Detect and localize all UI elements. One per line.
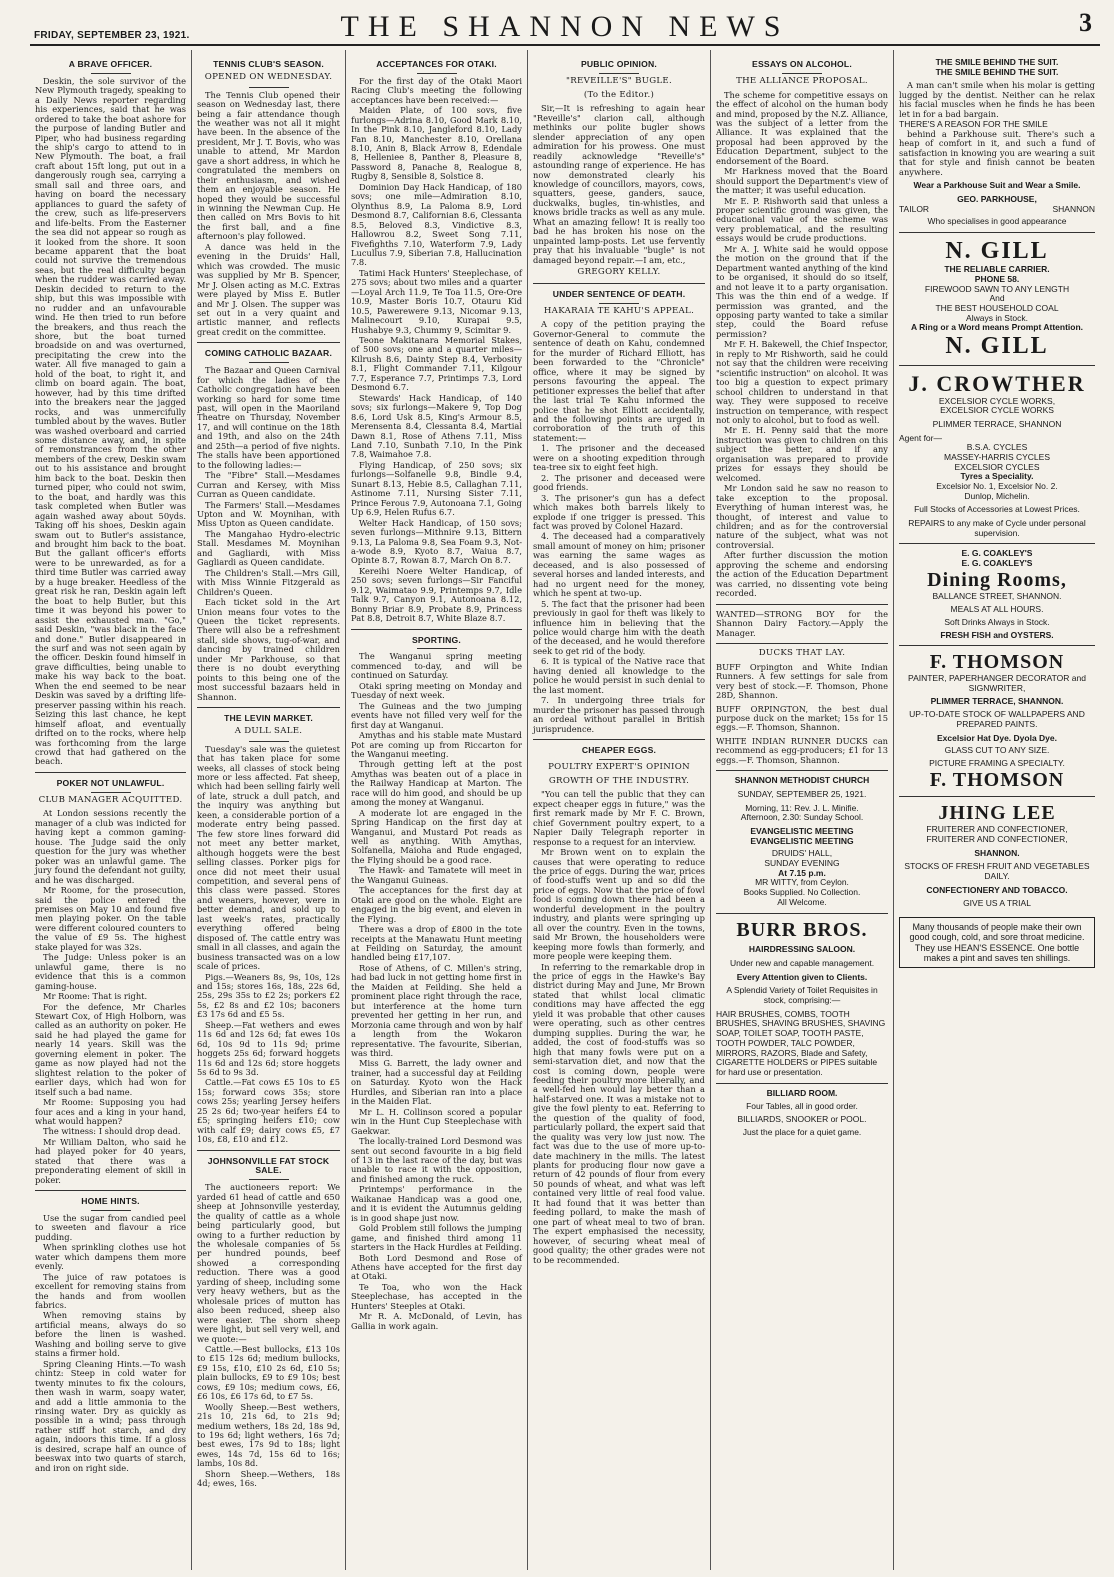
article-paragraph: The Wanganui spring meeting commenced to-day, and will be continued on Saturday.	[351, 651, 522, 681]
ad-slogan: Wear a Parkhouse Suit and Wear a Smile.	[913, 180, 1081, 191]
article-paragraph: The scheme for competitive essays on the effect of alcohol on the human body and mind, proposed by the N.Z. Alliance, was the subject of a letter from the Alliance. It was explained that the proposal had been approved by the Education Department, subject to the endorsement of the Board.	[716, 89, 888, 166]
article-paragraph: Gold Problem still follows the jumping game, and finished third among 11 starters in the Hack Hurdles at Feilding.	[351, 1223, 522, 1253]
column-6	[894, 50, 1100, 1570]
article-paragraph: Amythas and his stable mate Mustard Pot are coming up from Riccarton for the Wanganui meeting.	[351, 730, 522, 759]
article-heading: CHEAPER EGGS.	[581, 744, 657, 755]
divider	[417, 73, 457, 74]
advertiser-name: F. THOMSON	[929, 651, 1065, 674]
ad-text: Just the place for a quiet game.	[742, 1126, 862, 1137]
thomson-ad	[899, 651, 1095, 791]
advertiser-name: E. G. COAKLEY'S	[961, 558, 1033, 569]
article-paragraph: For the defence, Mr Charles Stewart Cox, of High Holborn, was called as an authority on poker. He said he had played the game for nearly 14 years. Skill was the governing element in poker. The game as now played had not the slightest relation to the poker of earlier days, which had won for itself such a bad name.	[35, 1001, 186, 1097]
advertiser-name: E. G. COAKLEY'S	[961, 548, 1033, 559]
divider	[716, 1083, 888, 1084]
article-heading: A BRAVE OFFICER.	[68, 59, 153, 69]
article-paragraph: Sheep.—Fat wethers and ewes 11s 6d and 12s 6d; fat ewes 10s 6d, 10s 9d to 11s 9d; prime hoggets 25s 6d; forward hoggets 11s 6d and 12s 6d; store hoggets 5s 6d to 9s 3d.	[197, 1019, 340, 1078]
ad-text: Every Attention given to Clients.	[736, 971, 868, 982]
article-paragraph: 7. In undergoing three trials for murder the prisoner has passed through an ordeal without parallel in British jurisprudence.	[533, 695, 705, 734]
service-morning: Morning, 11: Rev. J. L. Minifie.	[745, 802, 859, 813]
masthead	[30, 8, 1100, 46]
ad-text: A Ring or a Word means Prompt Attention.	[910, 322, 1084, 333]
article-paragraph: Rose of Athens, of C. Millen's string, had bad luck in not getting home first in the Maiden at Feilding. She held a prominent place right through the race, but interference at the home turn prevented her getting in her run, and Morzonia came through and won by half a length from the Wokaron representative. The favourite, Siberian, was third.	[351, 962, 522, 1058]
ad-text: PLIMMER TERRACE, SHANNON	[932, 418, 1062, 429]
article-subheading: OPENED ON WEDNESDAY.	[204, 71, 333, 82]
article-paragraph: The acceptances for the first day at Otaki are good on the whole. Eight are engaged in the big event, and eleven in the Flying.	[351, 885, 522, 924]
service-afternoon: Afternoon, 2.30: Sunday School.	[740, 812, 864, 823]
meeting-venue: DRUIDS' HALL,	[771, 848, 833, 859]
article-paragraph: 5. The fact that the prisoner had been previously in gaol for theft was likely to influence him in believing that the police would charge him with the death of the deceased, and he would therefore seek to get rid of the body.	[533, 598, 705, 656]
ad-text: FIREWOOD SAWN TO ANY LENGTH	[924, 283, 1070, 294]
divider	[351, 629, 522, 630]
ad-text: FRUITERER AND CONFECTIONER,	[926, 833, 1068, 844]
advertiser-name: GEO. PARKHOUSE,	[957, 193, 1037, 204]
article-paragraph: Use the sugar from candied peel to sweeten and flavour a rice pudding.	[35, 1212, 186, 1242]
article-subheading: HAKARAIA TE KAHU'S APPEAL.	[543, 305, 695, 316]
divider	[197, 707, 340, 708]
service-date: SUNDAY, SEPTEMBER 25, 1921.	[737, 788, 867, 799]
article-paragraph: The witness: I should drop dead.	[43, 1126, 181, 1137]
divider	[197, 342, 340, 343]
article-paragraph: Miss G. Barrett, the lady owner and trainer, had a successful day at Feilding on Saturday. Kyoto won the Hack Hurdles, and Siberian ran into a place in the Maiden Flat.	[351, 1058, 522, 1107]
ad-text: PHONE 58.	[974, 273, 1020, 284]
article-paragraph: 1. The prisoner and the deceased were on a shooting expedition through tea-tree six to eight feet high.	[533, 443, 705, 473]
ad-heading: Dining Rooms,	[927, 568, 1067, 591]
article-paragraph: "You can tell the public that they can expect cheaper eggs in future," was the first remark made by Mr F. C. Brown, chief Government poultry expert, to a Napier Daily Telegraph reporter in response to a request for an interview.	[533, 789, 705, 847]
ad-text: Excelsior No. 1, Excelsior No. 2.	[936, 481, 1058, 491]
ad-line	[899, 205, 1095, 215]
article-paragraph: 6. It is typical of the Native race that having denied all knowledge to the police he would persist in such denial to the last moment.	[533, 656, 705, 695]
article-paragraph: Each ticket sold in the Art Union means four votes to the Queen the ticket represents. There will also be a refreshment stall, side shows, tug-of-war, and dancing by trained children under Mr Parkhouse, so that there is no doubt everything points to this being one of the most successful bazaars held in Shannon.	[197, 597, 340, 702]
divider	[533, 283, 705, 284]
ad-text: Always in Stock.	[966, 312, 1028, 323]
ad-text: Full Stocks of Accessories at Lowest Prices.	[914, 504, 1080, 515]
meeting-day: SUNDAY EVENING	[764, 858, 840, 869]
burr-bros-ad	[716, 919, 888, 1078]
ad-heading: BILLIARD ROOM.	[766, 1087, 838, 1098]
article-heading: HOME HINTS.	[81, 1196, 140, 1207]
divider	[249, 741, 289, 742]
ad-text: FRESH FISH and OYSTERS.	[940, 629, 1054, 640]
ad-text: Tyres a Speciality.	[960, 471, 1034, 482]
ad-text: FRUITERER AND CONFECTIONER,	[926, 824, 1068, 835]
newspaper-title: THE SHANNON NEWS	[340, 10, 790, 43]
coakley-ad	[899, 549, 1095, 640]
article-paragraph: Stewards' Hack Handicap, of 140 sovs; six furlongs—Makere 9, Top Dog 8.6, Lord Usk 8.5, King's Armour 8.5, Merensenta 8.4, Clessanta 8.4, Martial Dawn 8.1, Rose of Athens 7.11, Miss Land 7.10, Sunbath 7.10, In the Pink 7.8, Waimahoe 7.8.	[351, 392, 522, 460]
advertiser-name: N. GILL	[945, 333, 1049, 360]
article-paragraph: Kereihi Noere Welter Handicap, of 250 sovs; seven furlongs—Sir Fanciful 9.12, Waimatao 9.9, Printemps 9.7, Idle Talk 9.7, Canyon 9.1, Autonoana 8.12, Bonny Briar 8.9, Probate 8.9, Princess Pat 8.8, Detroit 8.7, White Blaze 8.7.	[351, 565, 522, 624]
article-paragraph: There was a drop of £800 in the tote receipts at the Manawatu Hunt meeting at Feilding on Saturday, the amount handled being £17,107.	[351, 924, 522, 963]
divider	[899, 365, 1095, 366]
article-paragraph: 4. The deceased had a comparatively small amount of money on him; prisoner was earning the same wages as deceased, and is also possessed of several horses and landed interests, and had no urgent need for the money, which he spent at two-up.	[533, 531, 705, 599]
divider	[899, 796, 1095, 797]
article-paragraph: At London sessions recently the manager of a club was indicted for having kept a common gaming-house. The Judge said the only question for the jury was whether poker was an unlawful game. The jury found the defendant not guilty, and he was discharged.	[35, 808, 186, 885]
divider	[91, 73, 131, 74]
article-paragraph: The Mangahao Hydro-electric Stall. Mesdames M. Moynihan and Gagliardi, with Miss Gagliardi as Queen candidate.	[197, 528, 340, 568]
ad-text: CONFECTIONERY AND TOBACCO.	[926, 884, 1068, 895]
article-paragraph: For the first day of the Otaki Maori Racing Club's meeting the following acceptances have been received:—	[351, 75, 522, 105]
article-paragraph: Maiden Plate, of 100 sovs, five furlongs—Adrina 8.10, Good Mark 8.10, In the Pink 8.10, Jangleford 8.10, Lady Fan 8.10, Manchester 8.10, Orellana 8.10, Anin 8, Black Arrow 8, Edendale 8, Helleniee 8, Panther 8, Pleasure 8, Password 8, Panache 8, Realogue 8, Rugby 8, Sensible 8, Solstice 8.	[351, 105, 522, 182]
article-paragraph: A copy of the petition praying the Governor-General to commute the sentence of death on Kahu, condemned for the murder of Richard Elliott, has been forwarded to the "Chronicle" office, where it may be signed by persons favouring the appeal. The petitioner expresses the belief that after the last trial Te Kahu informed the police that he shot Elliott accidentally, and the following points are urged in corroboration of the truth of this statement:—	[533, 319, 705, 443]
classified-ad: BUFF ORPINGTON, the best dual purpose duck on the market; 15s for 15 eggs.—F. Thomson, Shannon.	[716, 703, 888, 733]
ad-text: GIVE US A TRIAL	[963, 898, 1031, 909]
divider	[533, 739, 705, 740]
ad-heading: THE SMILE BEHIND THE SUIT.	[935, 57, 1059, 67]
evangelistic-meeting: EVANGELISTIC MEETING	[750, 835, 854, 846]
article-paragraph: Mr Brown went on to explain the causes that were operating to reduce the price of eggs. During the war, prices of food-stuffs went up and so did the price of eggs. Now that the price of fowl food is coming down there had been a wonderful development in the poultry industry, and plants were springing up all over the country. Even in the towns, said Mr Brown, the householders were keeping more fowls than formerly, and more people were keeping them.	[533, 847, 705, 962]
column-3	[346, 50, 528, 1570]
article-paragraph: Mr L. H. Collinson scored a popular win in the Hunt Cup Steeplechase with Gaekwar.	[351, 1106, 522, 1136]
article-paragraph: Printemps' performance in the Waikanae Handicap was a good one, and it is evident the Autumnus gelding is in good shape just now.	[351, 1184, 522, 1223]
article-heading: JOHNSONVILLE FAT STOCK SALE.	[207, 1155, 330, 1176]
divider	[35, 1190, 186, 1191]
ad-text: STOCKS OF FRESH FRUIT AND VEGETABLES DAILY.	[904, 861, 1090, 881]
article-paragraph: The auctioneers report: We yarded 61 head of cattle and 650 sheep at Johnsonville yesterday, the quality of cattle as a whole being particularly good, but owing to a further reduction by the wholesale companies of 5s per hundred pounds, beef showed a corresponding reduction. There was a good yarding of sheep, including some very heavy wethers, but as the wholesale prices of mutton has also been reduced, sheep also were easier. The shorn sheep were light, but sell very well, and we quote:—	[197, 1182, 340, 1344]
gill-ad	[899, 238, 1095, 361]
meeting-welcome: All Welcome.	[777, 896, 827, 907]
ad-text: Excelsior Hat Dye. Dyola Dye.	[936, 732, 1057, 743]
ad-items: HAIR BRUSHES, COMBS, TOOTH BRUSHES, SHAVING BRUSHES, SHAVING SOAP, TOILET SOAP, TOOTH PASTE, TOOTH POWDER, TALC POWDER, MIRRORS, RAZORS, Blade and Safety, CIGARETTE HOLDERS or PIPES suitable for hard use or presentation.	[716, 1008, 886, 1077]
article-paragraph: The Hawk- and Tamatete will meet in the Wanganui Guineas.	[351, 865, 522, 885]
article-paragraph: When removing stains by artificial means, always do so before the linen is washed. Washing and boiling serve to give stains a firmer hold.	[35, 1310, 186, 1359]
article-paragraph: When sprinkling clothes use hot water which dampens them more evenly.	[35, 1242, 186, 1272]
article-paragraph: Welter Hack Handicap, of 150 sovs; seven furlongs—Mithnire 9.13, Bittern 9.13, La Paloma 9.8, Sea Foam 9.3, Not-a-wode 8.9, Kyoto 8.7, Waiua 8.7, Opinte 8.7, Rowan 8.7, March On 8.7.	[351, 517, 522, 566]
article-heading: COMING CATHOLIC BAZAAR.	[204, 348, 333, 359]
ad-text: UP-TO-DATE STOCK OF WALLPAPERS AND PREPARED PAINTS.	[909, 709, 1085, 729]
ad-text: Four Tables, all in good order.	[746, 1101, 858, 1112]
article-paragraph: Both Lord Desmond and Rose of Athens have accepted for the first day at Otaki.	[351, 1252, 522, 1282]
meeting-speaker: MR WITTY, from Ceylon.	[755, 877, 849, 888]
article-paragraph: Mr Roome: Supposing you had four aces and a king in your hand, what would happen?	[35, 1097, 186, 1126]
article-paragraph: The Guineas and the two jumping events have not filled very well for the first day at Wanganui.	[351, 700, 522, 730]
ad-text: BALLANCE STREET, SHANNON.	[932, 590, 1062, 601]
article-heading: THE LEVIN MARKET.	[224, 713, 313, 724]
divider	[899, 232, 1095, 233]
article-heading: SPORTING.	[411, 634, 462, 645]
issue-date: FRIDAY, SEPTEMBER 23, 1921.	[34, 30, 190, 41]
divider	[91, 792, 131, 793]
ad-text: behind a Parkhouse suit. There's such a heap of comfort in it, and such a fund of satisfaction in knowing you are wearing a suit that for style and finish cannot be beaten anywhere.	[899, 128, 1095, 177]
article-paragraph: Tatimi Hack Hunters' Steeplechase, of 275 sovs; about two miles and a quarter—Loyal Arch 11.9, Te Toa 11.5, Ore-Ore 10.9, Master Boris 10.7, Otauru Kid 10.5, Pawerewere 9.13, Nicomar 9.13, Malinecourt 9.10, Kurapai 9.5, Hushabye 9.3, Chummy 9, Scimitar 9.	[351, 267, 522, 335]
article-paragraph: Sir,—It is refreshing to again hear "Reveille's" clarion call, although methinks our polite bugler shows slender appreciation of any open admiration for his prowess. One must readily acknowledge "Reveille's" astounding range of experience. He has now demonstrated clearly his knowledge of councillors, mayors, cows, squatters, geese, ganders, sauce, duckwalks, bugles, tin-whistles, and knows bridle tracks as well as any mule. What an amazing fellow! It is really too bad he has broken his nose on the unpainted lamp-posts. Let use fervently pray that his invaluable "bugle" is not damaged beyond repair.—I am, etc.,	[533, 103, 705, 265]
ad-trade: TAILOR	[899, 203, 930, 214]
ad-text: Soft Drinks Always in Stock.	[944, 616, 1050, 627]
article-paragraph: Teone Makitanara Memorial Stakes, of 500 sovs; one and a quarter miles—Kilrush 8.6, Dainty Step 8.4, Verbosity 8.1, Flight Commander 7.11, Kilgour 7.7, Esperance 7.7, Printimps 7.3, Lord Desmond 6.7.	[351, 335, 522, 393]
ad-text: GLASS CUT TO ANY SIZE.	[944, 745, 1050, 756]
article-subheading: CLUB MANAGER ACQUITTED.	[38, 794, 183, 805]
ad-text: Agent for—	[899, 432, 942, 443]
ad-text: BILLIARDS, SNOOKER or POOL.	[737, 1113, 867, 1124]
ad-text: A man can't smile when his molar is getting lugged by the dentist. Neither can he relax his facial muscles when he finds he has been let in for a bad bargain.	[899, 80, 1095, 119]
divider	[716, 604, 888, 605]
article-heading: ACCEPTANCES FOR OTAKI.	[376, 59, 497, 69]
ad-text: REPAIRS to any make of Cycle under personal supervision.	[908, 518, 1086, 538]
article-paragraph: Te Toa, who won the Hack Steeplechase, has accepted in the Hunters' Steeples at Otaki.	[351, 1281, 522, 1311]
article-paragraph: Through getting left at the post Amythas was beaten out of a place in the Railway Handicap at Marton. The race will do him good, and should be up among the money at Wanganui.	[351, 759, 522, 808]
article-subheading: A DULL SALE.	[234, 725, 303, 736]
methodist-church-ad	[716, 776, 888, 907]
divider	[782, 73, 822, 74]
article-paragraph: After further discussion the motion approving the scheme and endorsing the action of the Education Department was carried, no dissenting vote being recorded.	[716, 550, 888, 599]
advertiser-name: N. GILL	[945, 237, 1049, 264]
divider	[899, 543, 1095, 544]
divider	[716, 770, 888, 771]
ad-text: MASSEY-HARRIS CYCLES	[944, 451, 1050, 462]
ad-text: Dunlop, Michelin.	[964, 490, 1030, 501]
ad-text: A Splendid Variety of Toilet Requisites in stock, comprising:—	[726, 985, 878, 1006]
ad-text: SHANNON.	[974, 847, 1020, 858]
divider	[249, 87, 289, 88]
article-heading: TENNIS CLUB'S SEASON.	[213, 59, 324, 69]
meeting-books: Books Supplied. No Collection.	[743, 887, 861, 898]
divider	[716, 643, 888, 644]
billiard-room-ad	[716, 1089, 888, 1138]
advertiser-name: J. CROWTHER	[908, 371, 1086, 397]
ad-text: PAINTER, PAPERHANGER DECORATOR and SIGNWRITER,	[908, 673, 1086, 693]
column-4	[528, 50, 711, 1570]
ad-text: EXCELSIOR CYCLE WORKS,	[938, 395, 1056, 406]
heans-essence-ad	[899, 917, 1095, 968]
ad-heading: SHANNON METHODIST CHURCH	[734, 775, 870, 786]
divider	[599, 73, 639, 74]
meeting-time: At 7.15 p.m.	[778, 867, 826, 878]
ad-heading: DUCKS THAT LAY.	[758, 647, 846, 658]
article-paragraph: Mr William Dalton, who said he had played poker for 40 years, stated that there was a preponderating element of skill in poker.	[35, 1136, 186, 1185]
article-paragraph: Mr Roome: That is right.	[43, 991, 148, 1002]
ad-text: THERE'S A REASON FOR THE SMILE	[899, 119, 1048, 130]
article-paragraph: Mr E. P. Rishworth said that unless a proper scientific ground was given, the educational value of the scheme was very problematical, and the resulting essays would be crude productions.	[716, 195, 888, 244]
parkhouse-ad	[899, 58, 1095, 227]
ad-text: Many thousands of people make their own good cough, cold, and sore throat medicine. They use HEAN'S ESSENCE. One bottle makes a pint and saves ten shillings.	[909, 922, 1085, 963]
article-paragraph: The Bazaar and Queen Carnival for which the ladies of the Catholic congregation have been working so hard for some time past, will open in the Maoriland Theatre on Thursday, November 17, and will continue on the 18th and 19th, and also on the 24th and 25th—a period of five nights. The stalls have been apportioned to the following ladies:—	[197, 365, 340, 470]
article-heading: PUBLIC OPINION.	[580, 59, 658, 69]
divider	[716, 913, 888, 914]
columns	[30, 50, 1100, 1570]
article-subheading: POULTRY EXPERT'S OPINION	[548, 761, 690, 772]
article-paragraph: Otaki spring meeting on Monday and Tuesday of next week.	[351, 680, 522, 701]
article-paragraph: Flying Handicap, of 250 sovs; six furlongs—Solfanelle 9.8, Bindle 9.4, Sunart 8.13, Hebie 8.5, Callaghan 7.11, Astinome 7.11, Nursing Sister 7.11, Prince Ferous 7.9, Autonoana 7.1, Going Up 6.9, Helen Rufus 6.7.	[351, 459, 522, 518]
article-paragraph: 3. The prisoner's gun has a defect which makes both barrels likely to explode if one trigger is pressed. This fact was proved by Colonel Hazard.	[533, 492, 705, 531]
divider	[599, 759, 639, 760]
article-paragraph: A dance was held in the evening in the Druids' Hall, which was crowded. The music was supplied by Mr B. Spencer, Mr J. Olsen acting as M.C. Extras were played by Miss E. Butler and Mr J. Olsen. The supper was set out in a very quaint and artistic manner, and reflects great credit on the committee.	[197, 241, 340, 337]
ad-heading: THE SMILE BEHIND THE SUIT.	[935, 66, 1059, 77]
ad-text: PICTURE FRAMING A SPECIALTY.	[929, 757, 1065, 768]
article-paragraph: Tuesday's sale was the quietest that has taken place for some weeks, all classes of stock being more or less affected. Fat sheep, which had been selling fairly well of late, struck a dull patch, and the inquiry was anything but keen, a considerable portion of a moderate entry being passed. The few store lines forward did not meet any better market, although hoggets were the best selling classes. Porker pigs for once did not meet their usual competition, and several pens of this class were passed. Stores and weaners, however, were in better demand, and sold up to last week's rates, practically everything offered being disposed of. The cattle entry was small in all classes, and again the business transacted was on a low scale of prices.	[197, 743, 340, 972]
letter-note: (To the Editor.)	[583, 89, 655, 100]
article-paragraph: Cattle.—Best bullocks, £13 10s to £15 12s 6d; medium bullocks, £9 15s, £10, £10 2s 6d, £10 5s; plain bullocks, £9 to £9 10s; best cows, £9 10s; medium cows, £6, £6 10s, £6 17s 6d, to £7 5s.	[197, 1343, 340, 1402]
ad-text: THE BEST HOUSEHOLD COAL	[935, 303, 1059, 313]
article-paragraph: Cattle.—Fat cows £5 10s to £5 15s; forward cows 35s; store cows 25s; yearling Jersey heifers 25 2s 6d; two-year heifers £4 to £5; springing heifers £10; cow with calf £9; dairy cows £5, £7 10s, £8, £10 and £12.	[197, 1077, 340, 1145]
article-paragraph: Mr Roome, for the prosecution, said the police entered the premises on May 10 and found five men playing poker. On the table were different coloured counters to the value of £9 5s. The highest stake played for was 32s.	[35, 885, 186, 952]
ad-text: And	[989, 293, 1005, 304]
ad-text: THE RELIABLE CARRIER.	[944, 264, 1050, 275]
article-paragraph: Pigs.—Weaners 8s, 9s, 10s, 12s and 15s; stores 16s, 18s, 22s 6d, 25s, 29s 35s to £2 2s; porkers £2 5s, £2 8s and £2 10s; baconers £3 17s 6d and £5 5s.	[197, 971, 340, 1020]
evangelistic-meeting: EVANGELISTIC MEETING	[750, 826, 854, 837]
classified-ad: WHITE INDIAN RUNNER DUCKS can recommend as egg-producers; £1 for 13 eggs.—F. Thomson, Shannon.	[716, 735, 888, 765]
advertiser-name: F. THOMSON	[929, 768, 1065, 791]
article-heading: ESSAYS ON ALCOHOL.	[752, 59, 852, 69]
advertiser-name: BURR BROS.	[736, 918, 868, 941]
ad-text: EXCELSIOR CYCLES	[954, 461, 1040, 472]
article-paragraph: 2. The prisoner and deceased were good friends.	[533, 472, 705, 493]
divider	[197, 1150, 340, 1151]
article-paragraph: Spring Cleaning Hints.—To wash chintz: Steep in cold water for twenty minutes to fix the colours, then wash in warm, soapy water, and add a little ammonia to the rinsing water. Dry as quickly as possible in a wind; pass through rather stiff hot starch, and dry again, indoors this time. If a gloss is desired, scrape half an ounce of beeswax into two quarts of starch, and iron on right side.	[35, 1358, 186, 1473]
column-2	[192, 50, 346, 1570]
page-number: 3	[1079, 8, 1092, 37]
article-paragraph: In referring to the remarkable drop in the price of eggs in the Hawke's Bay district during May and June, Mr Brown stated that whilst local climatic conditions may have affected the egg yield it was probable that other causes were operating, such as other centres dumping supplies. During the war, he added, the cost of food-stuffs was so high that many fowls were put on a semi-starvation diet, and now that the cost is coming down, people were feeding their poultry more liberally, and a well-fed hen would lay better than a half-starved one. It was a mistake not to give the fowl plenty to eat. Referring to the question of the quality of food, particularly pollard, the expert said that the quality was very low just now. The fact was due to the use of more up-to-date machinery in the mills. The latest plants for producing flour now gave a return of 42 pounds of flour from every 50 pounds of wheat, and what was left contained very little of real food value. It had found that it was better than feeding pollard, to make the mash of one part of wheat meal to two of bran. The expert emphasised the necessity, however, of securing wheat meal of good quality; the other grades were not to be recommended.	[533, 961, 705, 1265]
ad-text: Under new and capable management.	[729, 958, 875, 969]
article-paragraph: The Children's Stall.—Mrs Gill, with Miss Winnie Fitzgerald as Children's Queen.	[197, 567, 340, 597]
article-paragraph: Mr F. H. Bakewell, the Chief Inspector, in reply to Mr Rishworth, said he could not say that the children were receiving "scientific instruction" on alcohol. It was too big a question to expect primary school children to understand in that way. They were supposed to receive instruction on temperance, with respect not only to alcohol, but to food as well.	[716, 339, 888, 425]
ad-text: EXCELSIOR CYCLE WORKS	[940, 405, 1054, 416]
article-paragraph: Mr R. A. McDonald, of Levin, has Gallia in work again.	[351, 1311, 522, 1331]
letter-signature: GREGORY KELLY.	[577, 267, 661, 278]
article-paragraph: The locally-trained Lord Desmond was sent out second favourite in a big field of 13 in the last race of the day, but was unable to race it with the opposition, and finished among the ruck.	[351, 1136, 522, 1184]
article-paragraph: Deskin, the sole survivor of the New Plymouth tragedy, speaking to a Daily News reporter regarding his experiences, said that he was ordered to take the boat ashore for the purpose of landing Butler and Piper, who had business regarding the ship's cargo to attend to in New Plymouth. The boat, a frail craft about 15ft long, put out in a dangerously rough sea, carrying a small sail and three oars, and having on board the necessary appliances to guard the safety of the crew, such as life-preservers and life-belts. From the Easterner the sea did not appear so rough as it looked from the shore. It soon became apparent that the boat could not survive the tremendous seas, but the real difficulty began when the rudder was carried away. Deskin decided to return to the ship, but this was impossible with no rudder and an unfavourable wind. He then tried to run before the breakers, and thus reach the shore, but the boat turned broadside on and was overturned, precipitating the crew into the water. All five managed to gain a hold of the boat, to right it, and climb on board again. The boat, however, had by this time drifted into the breakers near the jagged rocks, and was unmercifully tumbled about by the waves. Butler was washed overboard and carried some distance away, and, in spite of remonstrances from the other members of the crew, Deskin swam out to his assistance and brought him back to the boat. Deskin then turned piper, who could not swim, to the boat, and hardly was this task completed when Butler was again washed away about 50yds. Taking off his shoes, Deskin again swam out to Butler's assistance, and brought him back to the boat. But the gallant officer's efforts were to be unrewarded, as for a third time Butler was carried away by a huge breaker. Heedless of the great risk he ran, Deskin again left the boat to help Butler, but this time it was beyond his power to assist the exhausted man. "Go," said Deskin, "was black in the face and done." Butler disappeared in the surf and was not seen again by the officer. Deskin found himself in grave difficulties, being unable to make his way back to the boat. When the end seemed to be near Deskin was saved by a drifting life-preserver passing within his reach. Seizing this last chance, he kept himself afloat, and eventually drifted on to the rocks, where help was forthcoming from the large crowd that had gathered on the beach.	[35, 75, 186, 767]
divider	[599, 303, 639, 304]
wanted-ad: WANTED—STRONG BOY for the Shannon Dairy Factory.—Apply the Manager.	[716, 608, 888, 638]
ad-text: B.S.A. CYCLES	[966, 442, 1028, 453]
divider	[249, 1179, 289, 1180]
article-subheading: "REVEILLE'S" BUGLE.	[565, 75, 673, 86]
crowther-ad	[899, 371, 1095, 538]
divider	[249, 362, 289, 363]
article-paragraph: The Farmers' Stall.—Mesdames Upton and W. Moynihan, with Miss Upton as Queen candidate.	[197, 499, 340, 529]
article-subheading: GROWTH OF THE INDUSTRY.	[548, 775, 690, 786]
article-paragraph: Mr A. J. White said he would oppose the motion on the ground that if the Department wanted anything of the kind to be organised, it should do so itself, and not leave it to a party organisation. This was the thin end of a wedge. If permission was granted, and the opposing party wanted to take a similar step, could the Board refuse permission?	[716, 243, 888, 339]
article-paragraph: Mr Harkness moved that the Board should support the Department's view of the matter; it was useful education.	[716, 166, 888, 196]
article-paragraph: The "Fibre" Stall.—Mesdames Curran and Kersey, with Miss Curran as Queen candidate.	[197, 470, 340, 500]
article-paragraph: The juice of raw potatoes is excellent for removing stains from the hands and from woollen fabrics.	[35, 1271, 186, 1311]
divider	[899, 645, 1095, 646]
article-heading: POKER NOT UNLAWFUL.	[56, 777, 165, 788]
ad-text: Who specialises in good appearance	[927, 216, 1067, 227]
ad-town: SHANNON	[1052, 203, 1095, 214]
divider	[417, 648, 457, 649]
article-paragraph: Woolly Sheep.—Best wethers, 21s 10, 21s 6d, to 21s 9d; medium wethers, 18s 2d, 18s 9d, to 19s 6d; light wethers, 16s 7d; best ewes, 17s 9d to 18s; light ewes, 14s 7d, 15s 6d to 16s; lambs, 10s 8d.	[197, 1401, 340, 1469]
article-paragraph: The Tennis Club opened their season on Wednesday last, there being a fair attendance though the weather was not all it might have been. In the absence of the president, Mr J. T. Bovis, who was unable to attend, Mr Mardon gave a short address, in which he congratulated the members on their enthusiasm, and wished them an enjoyable season. He hoped they would be successful in winning the Newman Cup. He then called on Mrs Bovis to hit the first ball, and a fine afternoon's play followed.	[197, 89, 340, 242]
ad-text: MEALS AT ALL HOURS.	[950, 604, 1044, 615]
column-5	[711, 50, 894, 1570]
classified-ad: BUFF Orpington and White Indian Runners. A few settings for sale from very best of stock.—F. Thomson, Phone 28D, Shannon.	[716, 661, 888, 701]
article-subheading: THE ALLIANCE PROPOSAL.	[736, 75, 868, 86]
article-paragraph: Mr London said he saw no reason to take exception to the proposal. Everything of human interest was, he thought, of interest and value to children; and as for the controversial nature of the subject, what was not controversial.	[716, 483, 888, 550]
ad-text: PLIMMER TERRACE, SHANNON.	[930, 695, 1064, 706]
divider	[91, 1210, 131, 1211]
divider	[35, 772, 186, 773]
advertiser-name: JHING LEE	[938, 802, 1056, 825]
jhing-lee-ad	[899, 802, 1095, 909]
article-heading: UNDER SENTENCE OF DEATH.	[552, 288, 686, 299]
column-1	[30, 50, 192, 1570]
article-paragraph: The Judge: Unless poker is an unlawful game, there is no evidence that this is a common gaming-house.	[35, 952, 186, 991]
article-paragraph: Mr E. H. Penny said that the more instruction was given to children on this subject the better, and if any organisation was prepared to provide prizes for essays they should be welcomed.	[716, 425, 888, 483]
article-paragraph: A moderate lot are engaged in the Spring Handicap on the first day at Wanganui, and Mustard Pot reads as well as anything. With Amythas, Solfanella, Maioha and Rude engaged, the Flying should be a good race.	[351, 807, 522, 865]
ad-heading: HAIRDRESSING SALOON.	[748, 944, 856, 955]
article-paragraph: Shorn Sheep.—Wethers, 18s 4d; ewes, 16s.	[197, 1468, 340, 1489]
article-paragraph: Dominion Day Hack Handicap, of 180 sovs; one mile—Admiration 8.10, Olynthus 8.9, La Paloma 8.9, Lord Desmond 8.7, Californian 8.6, Clessanta 8.5, Beloved 8.3, Vindictive 8.3, Hallowrou 8.2, Sweet Song 7.11, Fivefighths 7.10, Waterform 7.9, Lady Lucullus 7.9, Siberian 7.8, Hallucination 7.8.	[351, 181, 522, 268]
